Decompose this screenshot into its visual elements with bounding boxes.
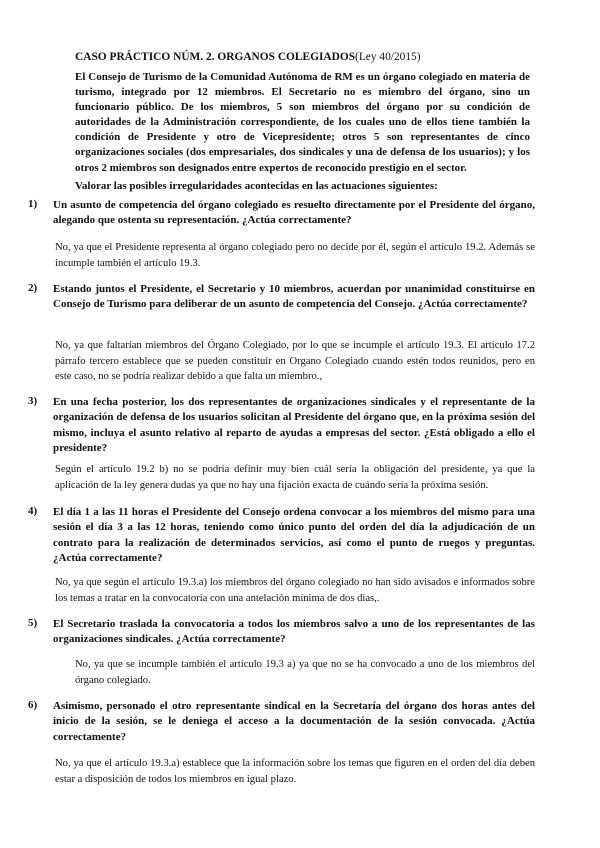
answer-2: No, ya que faltarían miembros del Órgano Colegiado, por lo que se incumple el artículo 19.3. El artículo 17.2 párrafo tercero establece que se pueden constituir en Organo Colegiado cuando estén todos reunidos, pero en este caso, no se podría realizar debido a que falta un miembro.,	[55, 340, 535, 383]
question-text: El día 1 a las 11 horas el Presidente del Consejo ordena convocar a los miembros del mismo para una sesión el día 3 a las 12 horas, teniendo como único punto del orden del día la adjudicación de un contrato para la realización de determinados servicios, así como el punto de ruegos y preguntas. ¿Actúa correctamente?	[53, 506, 535, 564]
title-law-reference: (Ley 40/2015)	[355, 51, 421, 63]
question-number: 4)	[28, 505, 38, 517]
answer-1: No, ya que el Presidente representa al órgano colegiado pero no decide por él, según el artículo 19.2. Además se incumple también el artículo 19.3.	[55, 242, 535, 269]
answer-3: Según el artículo 19.2 b) no se podría definir muy bien cuál sería la obligación del presidente, ya que la aplicación de la ley genera dudas ya que no hay una fijación exacta de cuándo sería la próxima sesión.	[55, 464, 535, 491]
question-4	[28, 505, 535, 566]
answer-4: No, ya que según el artículo 19.3.a) los miembros del órgano colegiado no han sido avisados e informados sobre los temas a tratar en la convocatoria con una antelación mínima de dos días,.	[55, 577, 535, 604]
question-3	[28, 395, 535, 456]
question-text: En una fecha posterior, los dos representantes de organizaciones sindicales y el representante de la organización de defensa de los usuarios solicitan al Presidente del órgano que, en la próxima sesión del mismo, incluya el asunto relativo al reparto de ayudas a empresas del sector. ¿Está obligado a ello el presidente?	[53, 396, 535, 454]
question-text: Asimismo, personado el otro representante sindical en la Secretaría del órgano dos horas antes del inicio de la sesión, se le deniega el acceso a la documentación de la sesión convocada. ¿Actúa correctamente?	[53, 700, 535, 743]
question-number: 6)	[28, 699, 38, 711]
title-main: CASO PRÁCTICO NÚM. 2. ORGANOS COLEGIADOS	[75, 51, 356, 63]
question-1	[28, 198, 535, 229]
intro-paragraph: El Consejo de Turismo de la Comunidad Autónoma de RM es un órgano colegiado en materia de turismo, integrado por 12 miembros. El Secretario no es miembro del órgano, sino un funcionario público. De los miembros, 5 son miembros del órgano por su condición de autoridades de la Administración correspondiente, de los cuales uno de ellos tiene también la condición de Presidente y otro de Vicepresidente; otros 5 son representantes de cinco organizaciones sociales (dos empresariales, dos sindicales y una de defensa de los usuarios); y los otros 2 miembros son designados entre expertos de reconocido prestigio en el sector.	[75, 71, 530, 174]
question-text: Un asunto de competencia del órgano colegiado es resuelto directamente por el Presidente del órgano, alegando que ostenta su representación. ¿Actúa correctamente?	[53, 199, 535, 227]
answer-5: No, ya que se incumple también el artículo 19.3 a) ya que no se ha convocado a uno de los miembros del órgano colegiado.	[75, 659, 535, 686]
question-6	[28, 699, 535, 745]
document-title	[75, 51, 421, 63]
question-text: El Secretario traslada la convocatoria a todos los miembros salvo a uno de los representantes de las organizaciones sindicales. ¿Actúa correctamente?	[53, 618, 535, 646]
question-text: Estando juntos el Presidente, el Secretario y 10 miembros, acuerdan por unanimidad constituirse en Consejo de Turismo para deliberar de un asunto de competencia del Consejo. ¿Actúa correctamente?	[53, 283, 535, 311]
question-5	[28, 617, 535, 648]
answer-6: No, ya que el artículo 19.3.a) establece que la información sobre los temas que figuren en el orden del día deben estar a disposición de todos los miembros en igual plazo.	[55, 758, 535, 785]
question-2	[28, 282, 535, 313]
question-number: 2)	[28, 282, 38, 294]
question-number: 3)	[28, 395, 38, 407]
instruction-line: Valorar las posibles irregularidades acontecidas en las actuaciones siguientes:	[75, 180, 438, 192]
question-number: 1)	[28, 198, 38, 210]
question-number: 5)	[28, 617, 38, 629]
